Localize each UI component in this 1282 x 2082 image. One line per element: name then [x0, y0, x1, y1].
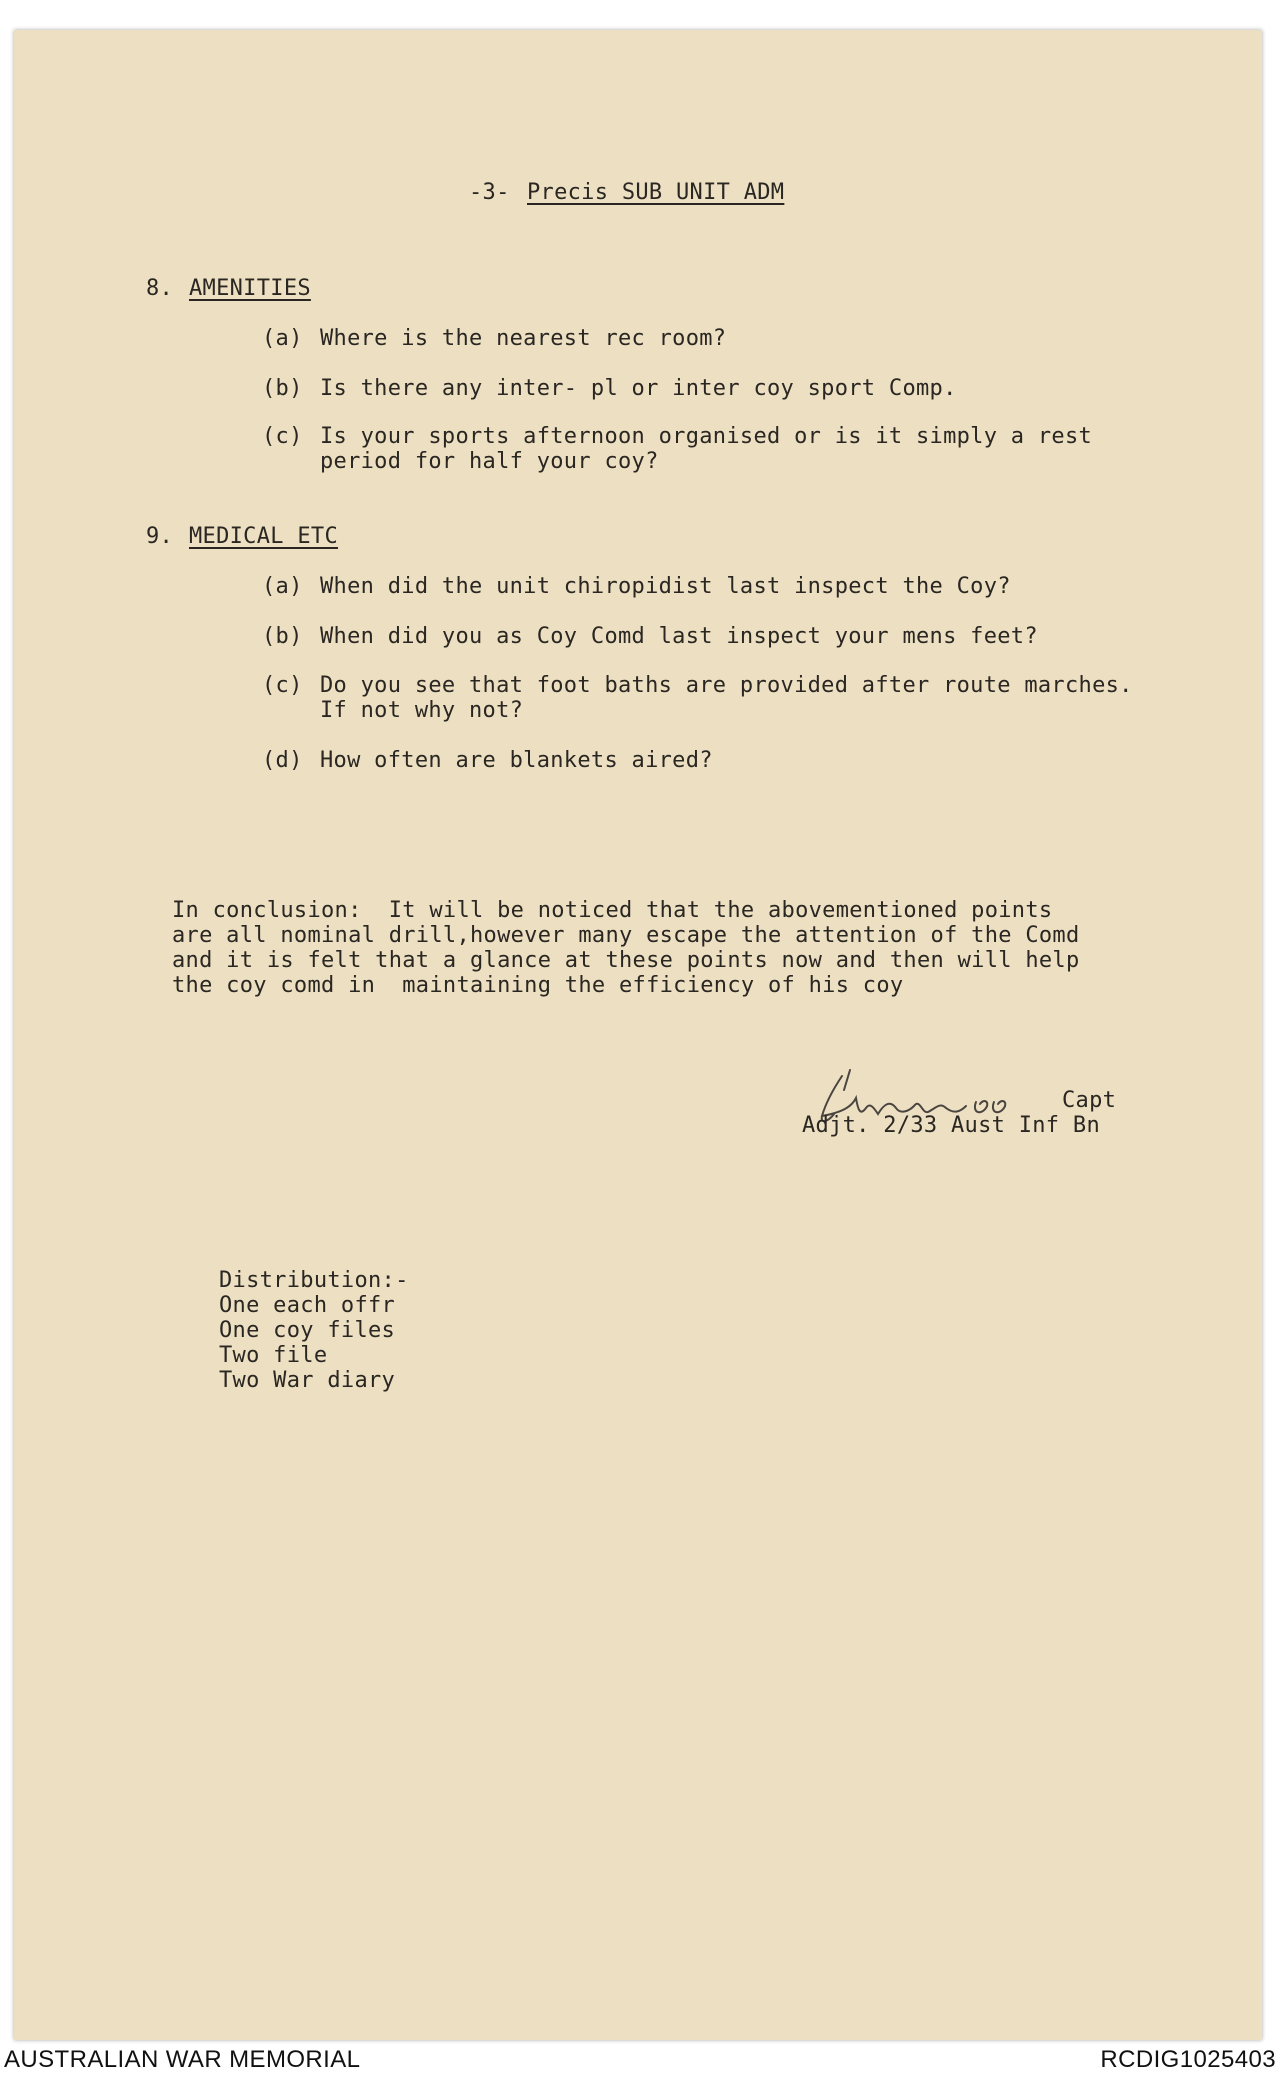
- conclusion-line-1: In conclusion: It will be noticed that the abovementioned points: [172, 898, 1053, 923]
- section-9-item-d-text: How often are blankets aired?: [320, 748, 713, 773]
- section-9-item-d-label: (d): [262, 748, 303, 773]
- document-page: [14, 30, 1262, 2040]
- section-9-item-c-label: (c): [262, 673, 303, 698]
- section-9-item-b-label: (b): [262, 624, 303, 649]
- section-8-item-a-label: (a): [262, 326, 303, 351]
- footer-source: AUSTRALIAN WAR MEMORIAL: [4, 2046, 361, 2073]
- section-9-number: 9.: [146, 524, 174, 549]
- signature-appointment: Adjt. 2/33 Aust Inf Bn: [802, 1113, 1100, 1138]
- section-8-item-a-text: Where is the nearest rec room?: [320, 326, 727, 351]
- section-9-item-a-label: (a): [262, 574, 303, 599]
- section-8-heading: AMENITIES: [189, 276, 311, 301]
- page-number: -3-: [469, 180, 510, 205]
- signature-rank: Capt: [1062, 1088, 1117, 1113]
- section-9-item-a-text: When did the unit chiropidist last inspect the Coy?: [320, 574, 1011, 599]
- distribution-line-2: One coy files: [219, 1318, 396, 1343]
- section-9-heading: MEDICAL ETC: [189, 524, 338, 549]
- distribution-line-1: One each offr: [219, 1293, 396, 1318]
- footer-id: RCDIG1025403: [1100, 2046, 1276, 2073]
- section-8-item-b-label: (b): [262, 376, 303, 401]
- conclusion-line-4: the coy comd in maintaining the efficiency of his coy: [172, 973, 904, 998]
- distribution-line-3: Two file: [219, 1343, 328, 1368]
- distribution-heading: Distribution:-: [219, 1268, 409, 1293]
- section-9-item-c-text-2: If not why not?: [320, 698, 524, 723]
- conclusion-line-3: and it is felt that a glance at these points now and then will help: [172, 948, 1080, 973]
- section-8-item-b-text: Is there any inter- pl or inter coy sport Comp.: [320, 376, 957, 401]
- section-8-item-c-text-1: Is your sports afternoon organised or is it simply a rest: [320, 424, 1093, 449]
- section-9-item-c-text-1: Do you see that foot baths are provided after route marches.: [320, 673, 1133, 698]
- section-8-number: 8.: [146, 276, 174, 301]
- section-8-item-c-text-2: period for half your coy?: [320, 449, 659, 474]
- distribution-line-4: Two War diary: [219, 1368, 396, 1393]
- page-title: Precis SUB UNIT ADM: [527, 180, 785, 205]
- conclusion-line-2: are all nominal drill,however many escape the attention of the Comd: [172, 923, 1080, 948]
- section-8-item-c-label: (c): [262, 424, 303, 449]
- section-9-item-b-text: When did you as Coy Comd last inspect your mens feet?: [320, 624, 1038, 649]
